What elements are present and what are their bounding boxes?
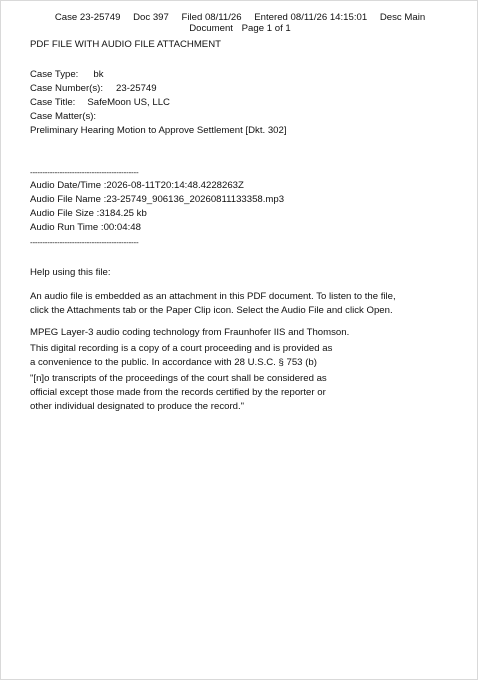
- notice-line-3: "[n]o transcripts of the proceedings of the court shall be considered as: [30, 373, 327, 384]
- help-heading: Help using this file:: [30, 267, 111, 278]
- document-title: PDF FILE WITH AUDIO FILE ATTACHMENT: [30, 39, 221, 50]
- header-line-1: [1, 12, 478, 23]
- help-paragraph-line-2: click the Attachments tab or the Paper Clip icon. Select the Audio File and click Open.: [30, 305, 393, 316]
- header-line-2: [1, 23, 478, 34]
- case-number-row: [30, 82, 450, 96]
- case-type-row: [30, 68, 450, 82]
- case-type-value: bk: [93, 69, 104, 80]
- doc-number-stamp: Doc 397: [133, 12, 169, 23]
- case-number-value: 23-25749: [116, 83, 157, 94]
- notice-line-5: other individual designated to produce the record.": [30, 401, 245, 412]
- case-title-label: Case Title:: [30, 97, 76, 108]
- case-title-value: SafeMoon US, LLC: [87, 97, 170, 108]
- entered-date-stamp: Entered 08/11/26 14:15:01: [254, 12, 368, 23]
- audio-run-time: Audio Run Time :00:04:48: [30, 222, 141, 233]
- mpeg-credit: MPEG Layer-3 audio coding technology from Fraunhofer IIS and Thomson.: [30, 327, 350, 338]
- case-number-stamp: Case 23-25749: [54, 12, 121, 23]
- separator-bottom: --------------------------------------------: [30, 238, 139, 247]
- notice-line-1: This digital recording is a copy of a court proceeding and is provided as: [30, 343, 333, 354]
- case-title-row: [30, 96, 450, 110]
- notice-line-2: a convenience to the public. In accordance with 28 U.S.C. § 753 (b): [30, 357, 317, 368]
- case-number-label: Case Number(s):: [30, 83, 104, 94]
- case-matter-label: Case Matter(s):: [30, 111, 97, 122]
- audio-file-size: Audio File Size :3184.25 kb: [30, 208, 147, 219]
- case-type-label: Case Type:: [30, 69, 79, 80]
- filed-date-stamp: Filed 08/11/26: [181, 12, 242, 23]
- case-matter-value: Preliminary Hearing Motion to Approve Settlement [Dkt. 302]: [30, 125, 287, 136]
- page-count-stamp: Page 1 of 1: [241, 23, 291, 34]
- court-header-stamp: [1, 12, 478, 34]
- notice-line-4: official except those made from the records certified by the reporter or: [30, 387, 326, 398]
- separator-top: --------------------------------------------: [30, 168, 139, 177]
- help-paragraph-line-1: An audio file is embedded as an attachment in this PDF document. To listen to the file,: [30, 291, 396, 302]
- audio-datetime: Audio Date/Time :2026-08-11T20:14:48.4228263Z: [30, 180, 244, 191]
- audio-file-name: Audio File Name :23-25749_906136_20260811133358.mp3: [30, 194, 285, 205]
- document-stamp: Document: [189, 23, 233, 34]
- desc-stamp: Desc Main: [379, 12, 426, 23]
